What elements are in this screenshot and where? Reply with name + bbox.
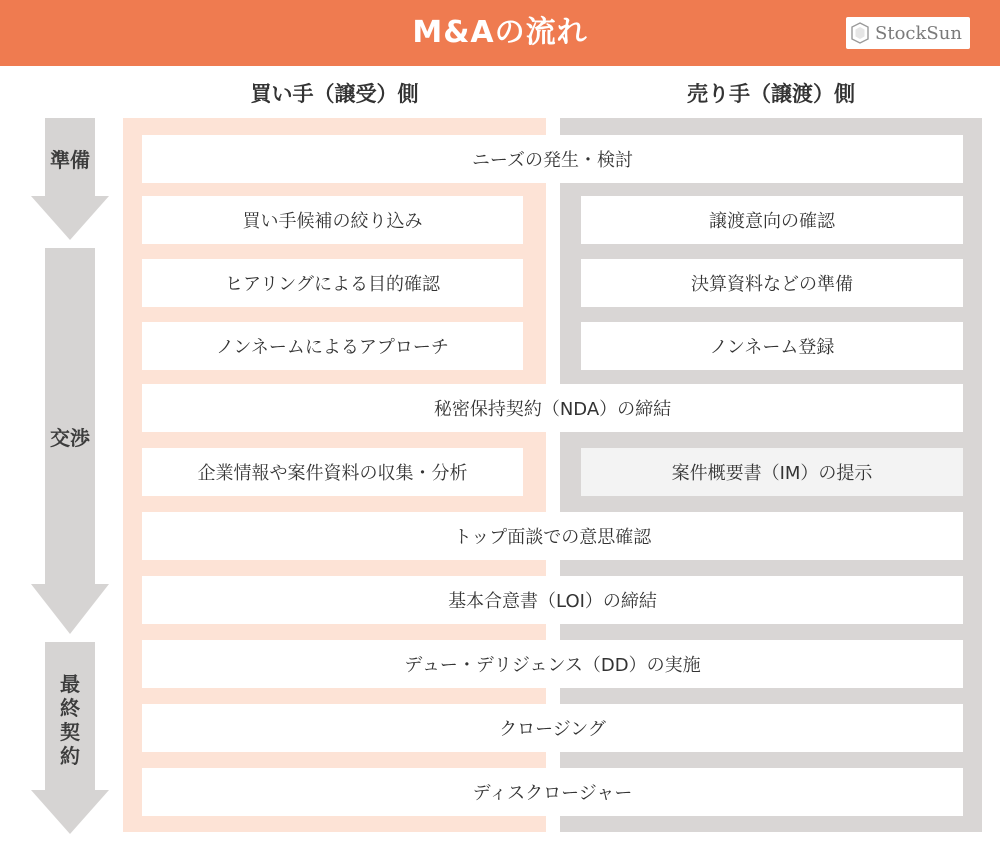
logo-mark-icon [851,22,869,44]
phase-label: 準備 [50,148,90,172]
step-disclosure: ディスクロージャー [142,768,963,816]
logo-text: StockSun [875,22,962,44]
seller-column-header: 売り手（譲渡）側 [687,82,855,106]
step-dd: デュー・デリジェンス（DD）の実施 [142,640,963,688]
page-title: M&Aの流れ [412,15,588,50]
step-seller-register: ノンネーム登録 [581,322,963,370]
phase-final-contract [31,642,109,834]
down-arrow-icon [31,118,109,240]
step-buyer-hearing: ヒアリングによる目的確認 [142,259,523,307]
step-seller-prep: 決算資料などの準備 [581,259,963,307]
phase-preparation [31,118,109,240]
step-closing: クロージング [142,704,963,752]
step-nda: 秘密保持契約（NDA）の締結 [142,384,963,432]
step-loi: 基本合意書（LOI）の締結 [142,576,963,624]
phase-label: 最終契約 [60,672,80,768]
step-seller-intent: 譲渡意向の確認 [581,196,963,244]
step-top-meeting: トップ面談での意思確認 [142,512,963,560]
phase-label: 交渉 [50,426,90,450]
step-needs: ニーズの発生・検討 [142,135,963,183]
step-buyer-candidates: 買い手候補の絞り込み [142,196,523,244]
step-buyer-approach: ノンネームによるアプローチ [142,322,523,370]
phase-negotiation [31,248,109,634]
step-buyer-analysis: 企業情報や案件資料の収集・分析 [142,448,523,496]
stocksun-logo [846,17,970,49]
buyer-column-header: 買い手（譲受）側 [250,82,419,106]
step-seller-im: 案件概要書（IM）の提示 [581,448,963,496]
